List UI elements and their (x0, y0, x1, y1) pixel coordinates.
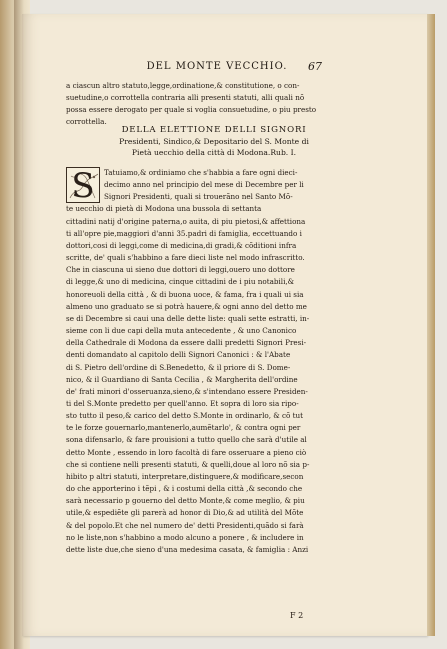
text-line: te uecchio di pietà di Modona una bussola di settanta (66, 204, 262, 214)
signature-mark: F 2 (290, 611, 304, 620)
text-line: decimo anno nel principio del mese di Decembre per li (104, 180, 304, 190)
text-line: ti del S.Monte predetto per quell'anno. Et sopra di loro sia ripo- (66, 398, 299, 408)
text-line: sona difensarlo, & fare prouisioni a tutto quello che sarà d'utile al (66, 435, 307, 445)
text-line: denti domandato al capitolo delli Signori Canonici : & l'Abate (66, 350, 291, 360)
book-right-edge (427, 14, 435, 636)
text-line: & del popolo.Et che nel numero de' detti Presidenti,quãdo si farà (66, 520, 304, 530)
text-line: sarà necessario p gouerno del detto Monte,& come meglio, & piu (66, 496, 305, 506)
text-line: honoreuoli della città , & di buona uoce, & fama, fra i quali ui sia (66, 289, 304, 299)
text-line: utile,& espediẽte gli parerà ad honor di Dio,& ad utilità del Mõte (66, 508, 304, 518)
text-line: dette liste due,che sieno d'una medesima casata, & famiglia : Anzi (66, 544, 309, 554)
drop-cap-letter: S (71, 166, 95, 206)
text-line: a ciascun altro statuto,legge,ordinatione,& constitutione, o con- (66, 81, 300, 90)
text-line: hibito p altri statuti, interpretare,distinguere,& modificare,secon (66, 471, 304, 481)
text-line: Che in ciascuna ui sieno due dottori di leggi,ouero uno dottore (66, 265, 295, 275)
text-line: corrottella. (66, 117, 107, 127)
text-line: suetudine,o corrottella contraria alli presenti statuti, alli quali nõ (66, 93, 305, 103)
section-title: DELLA ELETTIONE DELLI SIGNORI (121, 125, 307, 135)
page-number: 67 (308, 60, 322, 73)
text-line: sto tutto il peso,& carico del detto S.Monte in ordinarlo, & cõ tut (66, 411, 304, 421)
spine-shadow (14, 0, 24, 649)
section-subtitle-line: Pietà uecchio della città di Modona.Rub. I. (131, 148, 297, 157)
text-line: sieme con li due capi della muta antecedente , & uno Canonico (66, 326, 297, 336)
text-line: ti all'opre pie,maggiori d'anni 35.padri di famiglia, eccettuando i (66, 228, 302, 238)
text-line: Signori Presidenti, quali si trouerãno nel Santo Mõ- (104, 192, 293, 202)
main-paragraph (66, 167, 362, 556)
text-line: detto Monte , essendo in loro facoltà di fare osseruare a pieno ciò (66, 447, 307, 457)
text-line: possa essere derogato per quale si voglia consuetudine, o piu presto (66, 105, 317, 115)
running-header: DEL MONTE VECCHIO. (146, 61, 288, 72)
text-line: della Cathedrale di Modona da essere dalli predetti Signori Presi- (66, 338, 307, 348)
text-line: te le forze gouernarlo,mantenerlo,aumẽtarlo', & contra ogni per (66, 423, 301, 433)
text-line: no le liste,non s'habbino a modo alcuno a ponere , & includere in (66, 532, 304, 542)
text-line: de' frati minori d'osseruanza,sieno,& s'intendano essere Presiden- (66, 386, 308, 396)
text-line: dottori,cosi di leggi,come di medicina,di gradi,& cõditioni infra (66, 240, 297, 250)
text-line: do che apporterino i tẽpi , & i costumi della città ,& secondo che (66, 484, 303, 494)
text-line: scritte, de' quali s'habbino a fare dieci liste nel modo infrascritto. (66, 253, 305, 263)
section-heading (66, 124, 362, 158)
text-line: almeno uno graduato se si potrà hauere,& ogni anno del detto me (66, 301, 307, 311)
text-line: nico, & il Guardiano di Santa Cecilia , & Margherita dell'ordine (66, 374, 298, 384)
text-line: Tatuiamo,& ordiniamo che s'habbia a fare ogni dieci- (104, 168, 298, 177)
text-line: di S. Pietro dell'ordine di S.Benedetto, & il priore di S. Dome- (66, 362, 291, 372)
text-line: cittadini natij d'origine paterna,o auita, di piu pietosi,& affettiona (66, 216, 306, 226)
text-line: che si contiene nelli presenti statuti, & quelli,doue al loro nõ sia p- (66, 459, 310, 469)
section-subtitle-line: Presidenti, Sindico,& Depositario del S. Monte di (119, 137, 309, 146)
text-line: di legge,& uno di medicina, cinque cittadini de i piu notabili,& (66, 277, 295, 287)
text-line: se di Decembre si caui una delle dette liste: quali sette estratti, in- (66, 313, 310, 323)
intro-paragraph (66, 80, 362, 129)
